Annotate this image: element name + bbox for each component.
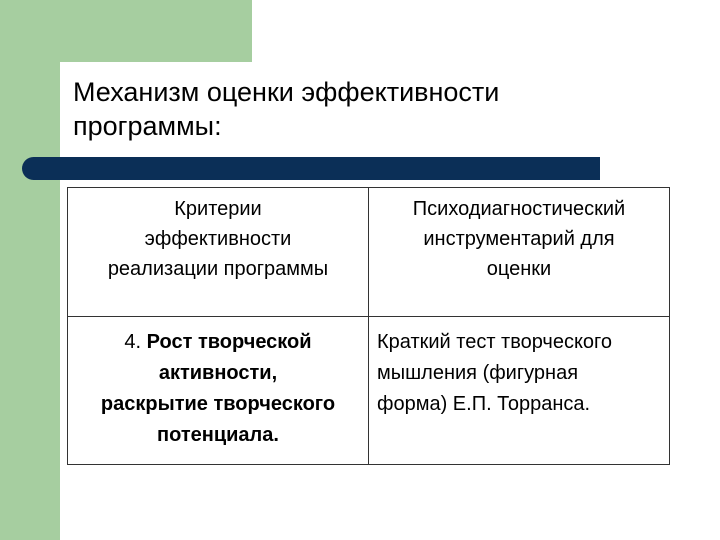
criterion-cell bbox=[68, 317, 369, 465]
header-criteria-line: эффективности bbox=[144, 228, 292, 250]
slide-title-line-1: Механизм оценки эффективности bbox=[73, 77, 500, 107]
criterion-line-1 bbox=[68, 327, 368, 358]
criterion-line-4: потенциала. bbox=[157, 424, 279, 446]
criterion-number: 4. bbox=[124, 331, 147, 353]
header-tools-cell bbox=[369, 188, 670, 317]
header-tools-line: оценки bbox=[486, 258, 552, 280]
criterion-line-3: раскрытие творческого bbox=[100, 393, 336, 415]
test-line: мышления (фигурная bbox=[377, 362, 579, 384]
criteria-table bbox=[67, 187, 670, 465]
criterion-text: Рост творческой bbox=[146, 331, 312, 353]
green-top-band bbox=[60, 0, 252, 62]
title-divider-bar bbox=[22, 157, 600, 180]
header-criteria-line: Критерии bbox=[174, 198, 262, 220]
header-tools-line: инструментарий для bbox=[423, 228, 615, 250]
slide-title bbox=[73, 75, 673, 143]
test-line: форма) Е.П. Торранса. bbox=[377, 393, 591, 415]
criterion-line-2: активности, bbox=[158, 362, 278, 384]
table-header-row bbox=[68, 188, 670, 317]
green-side-band bbox=[0, 0, 60, 540]
table-row bbox=[68, 317, 670, 465]
header-criteria-cell bbox=[68, 188, 369, 317]
test-line: Краткий тест творческого bbox=[377, 331, 613, 353]
slide-title-line-2: программы: bbox=[73, 111, 222, 141]
header-criteria-line: реализации программы bbox=[107, 258, 329, 280]
header-tools-line: Психодиагностический bbox=[412, 198, 626, 220]
test-cell bbox=[369, 317, 670, 465]
